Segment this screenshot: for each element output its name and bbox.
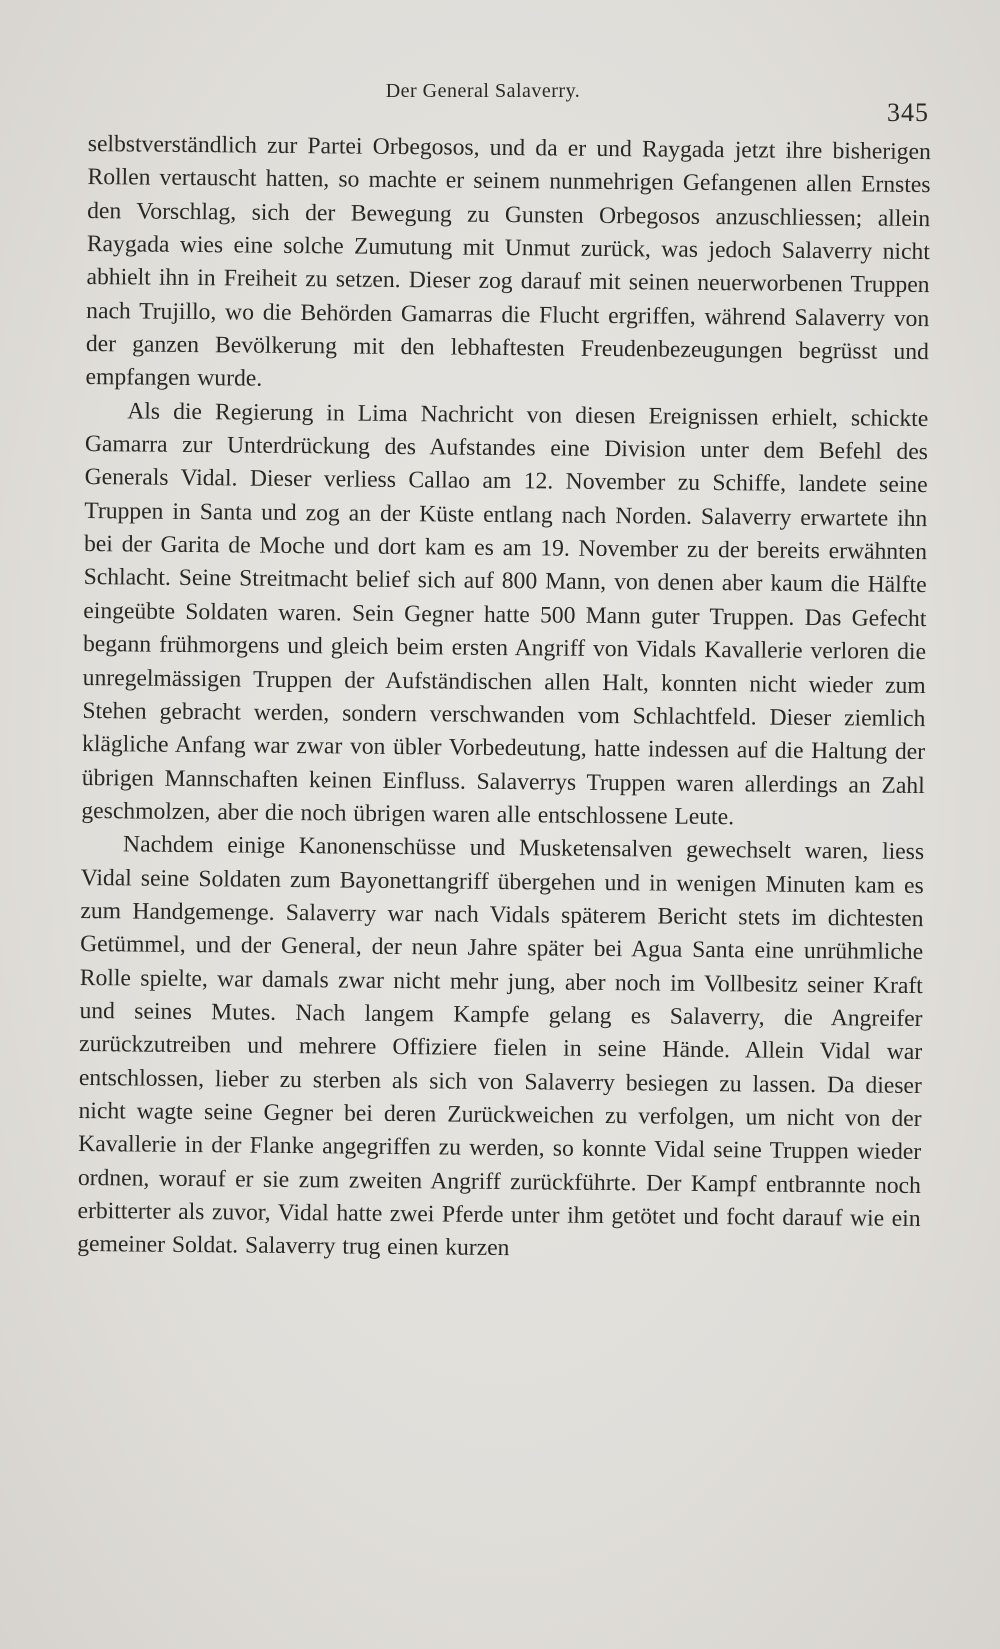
running-title: Der General Salaverry. [385,80,581,102]
paragraph: Als die Regierung in Lima Nachricht von diesen Ereignissen erhielt, schickte Gamarra zur Unterdrückung des Aufstandes eine Division unter dem Befehl des Generals Vidal. Dieser verliess Callao am 12. November zu Schiffe, landete seine Truppen in Santa und zog an der Küste entlang nach Norden. Salaverry erwartete ihn bei der Garita de Moche und dort kam es am 19. November zu der bereits erwähnten Schlacht. Seine Streitmacht belief sich auf 800 Mann, von denen aber kaum die Hälfte eingeübte Soldaten waren. Sein Gegner hatte 500 Mann guter Truppen. Das Gefecht begann frühmorgens und gleich beim ersten Angriff von Vidals Kavallerie verloren die unregelmässigen Truppen der Aufständischen allen Halt, konnten nicht wieder zum Stehen gebracht werden, sondern verschwanden vom Schlachtfeld. Dieser ziemlich klägliche Anfang war zwar von übler Vorbedeutung, hatte indessen auf die Haltung der übrigen Mannschaften keinen Einfluss. Salaverrys Truppen waren allerdings an Zahl geschmolzen, aber die noch übrigen waren alle entschlossene Leute. [81,398,929,831]
body-text [77,128,931,1270]
paragraph: Nachdem einige Kanonenschüsse und Musketensalven gewechselt waren, liess Vidal seine Soldaten zum Bayonettangriff übergehen und in wenigen Minuten kam es zum Handgemenge. Salaverry war nach Vidals späterem Bericht stets im dichtesten Getümmel, und der General, der neun Jahre später bei Agua Santa eine unrühmliche Rolle spielte, war damals zwar nicht mehr jung, aber noch im Vollbesitz seiner Kraft und seines Mutes. Nach langem Kampfe gelang es Salaverry, die Angreifer zurückzutreiben und mehrere Offiziere fielen in seine Hände. Allein Vidal war entschlossen, lieber zu sterben als sich von Salaverry besiegen zu lassen. Da dieser nicht wagte seine Gegner bei deren Zurückweichen zu verfolgen, um nicht von der Kavallerie in der Flanke angegriffen zu werden, so konnte Vidal seine Truppen wieder ordnen, worauf er sie zum zweiten Angriff zurückführte. Der Kampf entbrannte noch erbitterter als zuvor, Vidal hatte zwei Pferde unter ihm getötet und focht darauf wie ein gemeiner Soldat. Salaverry trug einen kurzen [77,831,925,1262]
page-number: 345 [887,98,929,127]
paragraph-continued: selbstverständlich zur Partei Orbegosos, und da er und Raygada jetzt ihre bisherigen Rollen vertauscht hatten, so machte er seinem nunmehrigen Gefangenen allen Ernstes den Vorschlag, sich der Bewegung zu Gunsten Orbegosos anzuschliessen; allein Raygada wies eine solche Zumutung mit Unmut zurück, was jedoch Salaverry nicht abhielt ihn in Freiheit zu setzen. Dieser zog darauf mit seinen neuerworbenen Truppen nach Trujillo, wo die Behörden Gamarras die Flucht ergriffen, während Salaverry von der ganzen Bevölkerung mit den lebhaftesten Freudenbezeugungen begrüsst und empfangen wurde. [85,130,931,393]
